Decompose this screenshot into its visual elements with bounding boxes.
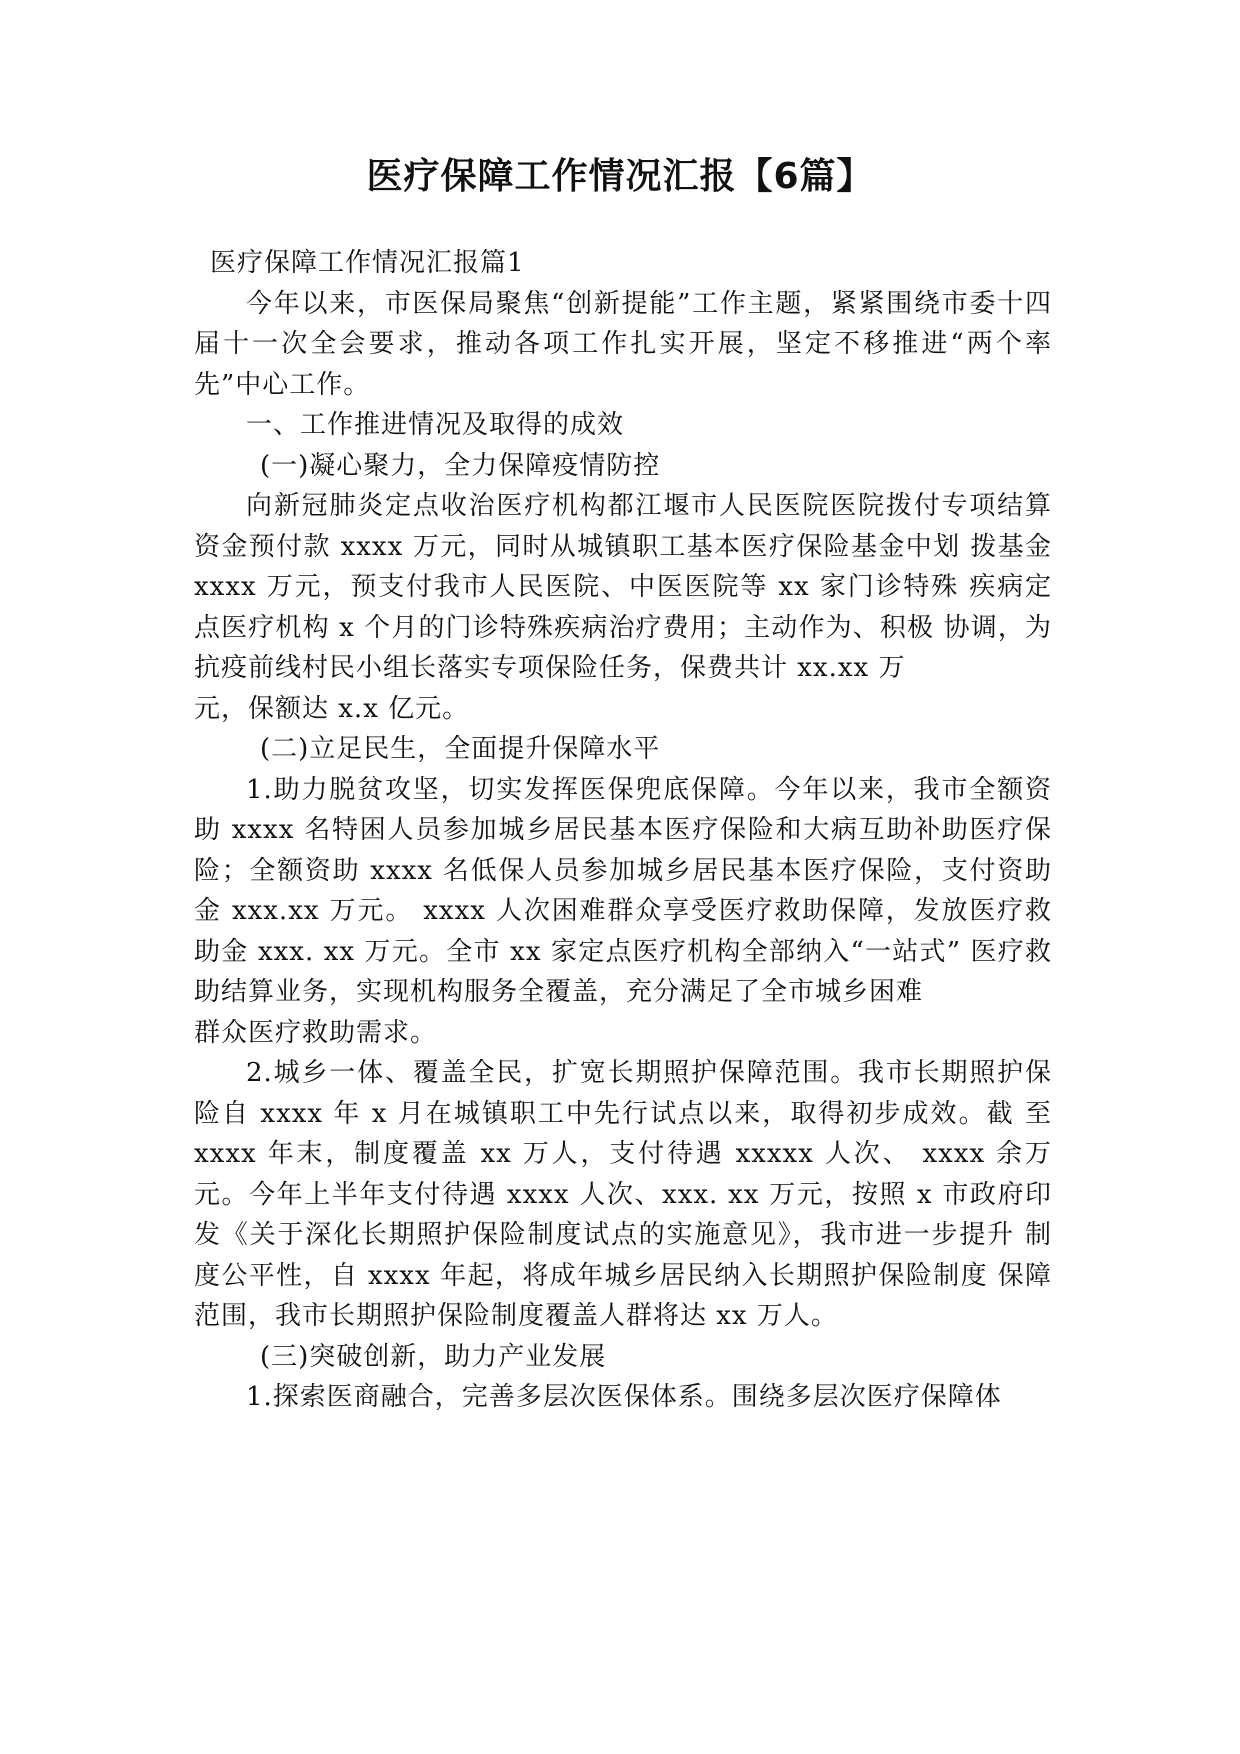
heading-level-2: (三)突破创新，助力产业发展 — [260, 1341, 607, 1372]
heading-level-2: (一)凝心聚力，全力保障疫情防控 — [260, 450, 661, 481]
heading-level-2: (二)立足民生，全面提升保障水平 — [260, 734, 661, 764]
heading-level-1: 一、工作推进情况及取得的成效 — [246, 410, 625, 440]
paragraph-continuation: 元，保额达 x.x 亿元。 — [194, 693, 470, 724]
document-body — [194, 243, 1052, 1418]
paragraph-continuation: 群众医疗救助需求。 — [194, 1017, 438, 1048]
paragraph: 2.城乡一体、覆盖全民，扩宽长期照护保障范围。我市长期照护保险自 xxxx 年 x 月在城镇职工中先行试点以来，取得初步成效。截 至 xxxx 年末，制度覆盖 xx 万人，支付待遇 xxxxx 人次、 xxxx 余万 元。今年上半年支付待遇 xxxx 人次、xxx. xx 万元，按照 x 市政府印 发《关于深化长期照护保险制度试点的实施意见》，我市进一步提升 制度公平性，自 xxxx 年起，将成年城乡居民纳入长期照护保险制度 保障范围，我市长期照护保险制度覆盖人群将达 xx 万人。 — [194, 1058, 1052, 1331]
document-title: 医疗保障工作情况汇报【6篇】 — [366, 156, 874, 197]
paragraph: 今年以来，市医保局聚焦“创新提能”工作主题，紧紧围绕市委十四届十一次全会要求，推动各项工作扎实开展，坚定不移推进“两个率先”中心工作。 — [194, 288, 1052, 400]
paragraph: 向新冠肺炎定点收治医疗机构都江堰市人民医院医院拨付专项结算资金预付款 xxxx 万元，同时从城镇职工基本医疗保险基金中划 拨基金 xxxx 万元，预支付我市人民医院、中医医院等 xx 家门诊特殊 疾病定点医疗机构 x 个月的门诊特殊疾病治疗费用；主动作为、积极 协调，为抗疫前线村民小组长落实专项保险任务，保费共计 xx.xx 万 — [194, 491, 1052, 683]
paragraph: 1.助力脱贫攻坚，切实发挥医保兜底保障。今年以来，我市全额资助 xxxx 名特困人员参加城乡居民基本医疗保险和大病互助补助医疗保险；全额资助 xxxx 名低保人员参加城乡居民基本医疗保险，支付资助金 xxx.xx 万元。 xxxx 人次困难群众享受医疗救助保障，发放医疗救助金 xxx. xx 万元。全市 xx 家定点医疗机构全部纳入“一站式” 医疗救助结算业务，实现机构服务全覆盖，充分满足了全市城乡困难 — [194, 774, 1052, 1007]
section-heading: 医疗保障工作情况汇报篇1 — [210, 248, 525, 278]
paragraph: 1.探索医商融合，完善多层次医保体系。围绕多层次医疗保障体 — [246, 1382, 1002, 1412]
